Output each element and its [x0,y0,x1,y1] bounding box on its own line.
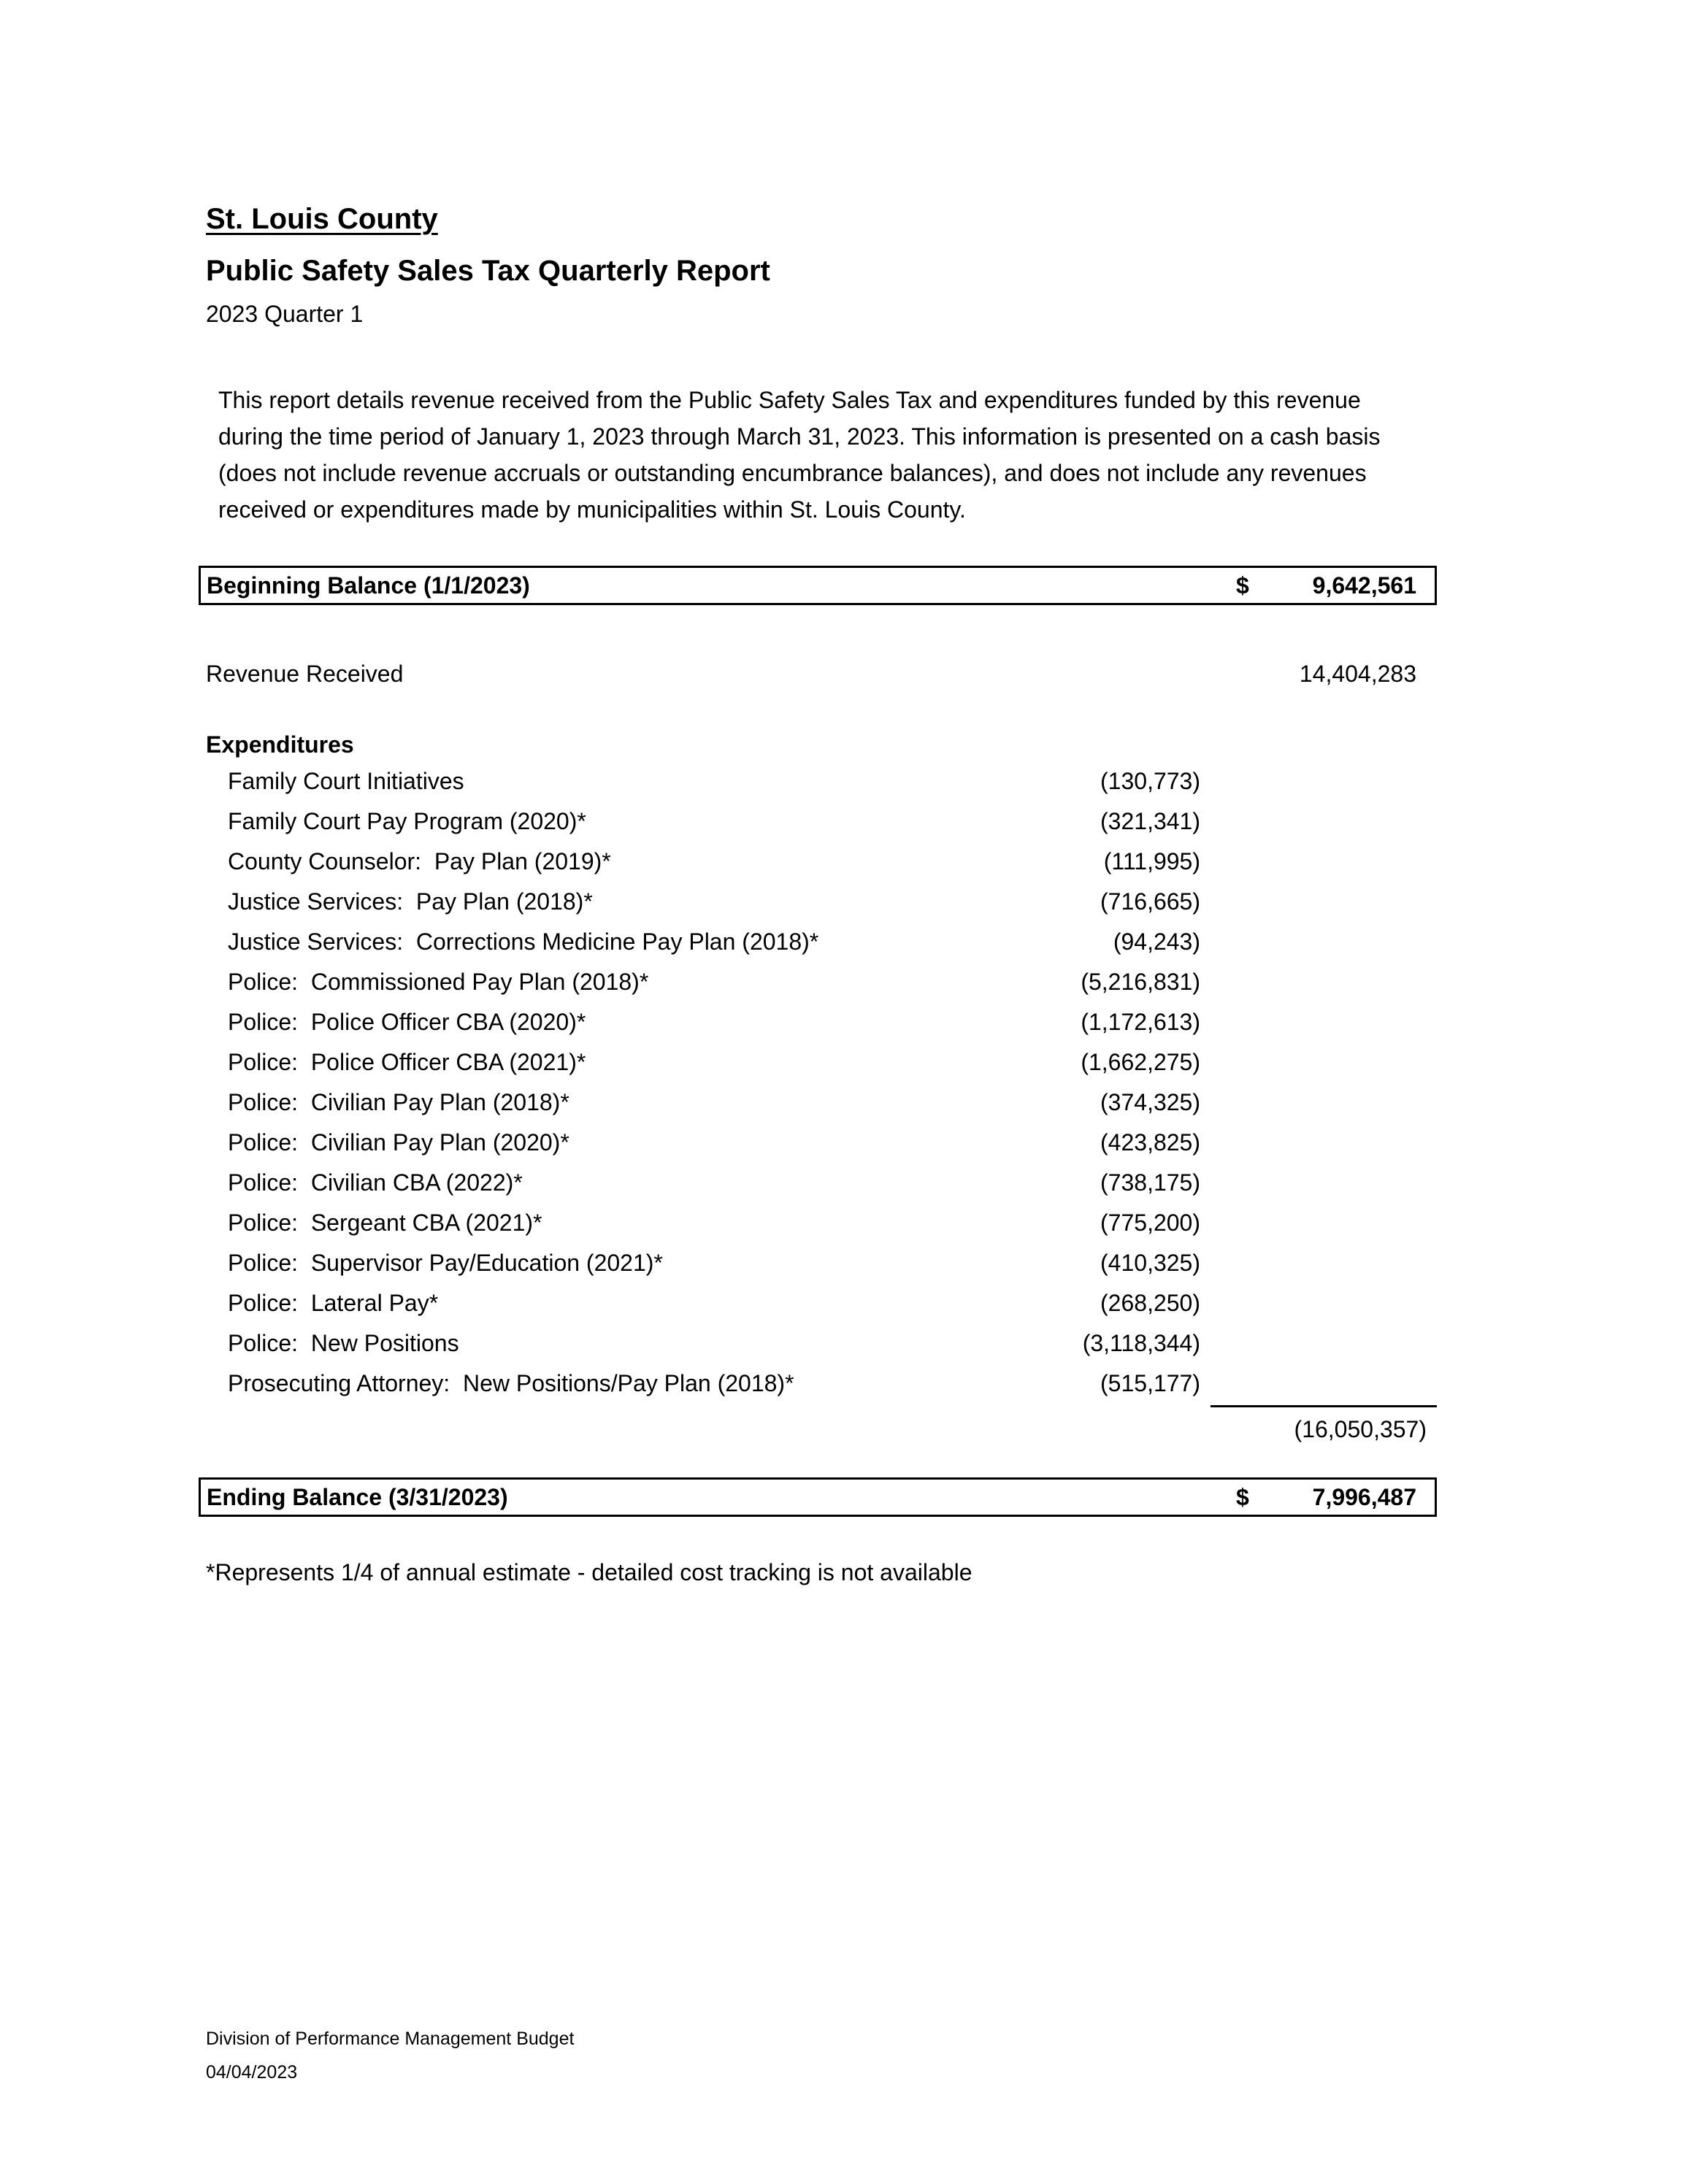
expenditure-label: Family Court Pay Program (2020)* [228,808,586,834]
expenditure-label: Police: Lateral Pay* [228,1290,439,1316]
expenditure-row [206,842,1200,882]
expenditure-row [206,801,1200,842]
expenditure-label: Police: New Positions [228,1330,459,1356]
expenditure-row [206,1364,1200,1404]
expenditure-row [206,761,1200,801]
expenditure-label: Police: Commissioned Pay Plan (2018)* [228,969,649,995]
ending-balance-amount: 7,996,487 [1312,1483,1416,1510]
expenditure-row [206,882,1200,922]
expenditure-label: Police: Civilian Pay Plan (2018)* [228,1089,569,1115]
expenditure-row [206,1283,1200,1323]
expenditure-row [206,1323,1200,1364]
expenditure-row [206,962,1200,1002]
expenditure-label: Police: Supervisor Pay/Education (2021)* [228,1250,663,1276]
expenditure-amount: (321,341) [1100,808,1200,834]
expenditure-amount: (111,995) [1103,848,1200,874]
expenditure-amount: (268,250) [1100,1290,1200,1316]
expenditure-amount: (423,825) [1100,1129,1200,1156]
expenditure-label: Family Court Initiatives [228,768,464,794]
expenditure-amount: (130,773) [1100,768,1200,794]
expenditure-amount: (94,243) [1113,928,1200,955]
expenditure-row [206,1203,1200,1243]
expenditure-label: Justice Services: Pay Plan (2018)* [228,888,593,915]
expenditure-amount: (1,172,613) [1081,1009,1200,1035]
expenditure-amount: (1,662,275) [1081,1049,1200,1075]
expenditure-row [206,1083,1200,1123]
expenditures-total-amount: (16,050,357) [1211,1405,1437,1445]
page-title: St. Louis County [206,203,438,235]
expenditure-list [206,761,1437,1404]
ending-balance-label: Ending Balance (3/31/2023) [207,1483,508,1510]
ending-balance-row [199,1477,1437,1517]
expenditure-label: Police: Police Officer CBA (2020)* [228,1009,586,1035]
expenditure-label: Police: Police Officer CBA (2021)* [228,1049,586,1075]
expenditure-amount: (374,325) [1100,1089,1200,1115]
expenditure-label: Prosecuting Attorney: New Positions/Pay Plan (2018)* [228,1370,794,1396]
expenditure-amount: (738,175) [1100,1169,1200,1196]
footer-date: 04/04/2023 [206,2062,298,2083]
expenditure-amount: (515,177) [1100,1370,1200,1396]
page-footer [206,2022,574,2089]
expenditure-label: County Counselor: Pay Plan (2019)* [228,848,611,874]
beginning-balance-amount: 9,642,561 [1312,572,1416,599]
report-period: 2023 Quarter 1 [206,301,364,327]
expenditure-row [206,1042,1200,1083]
expenditure-label: Police: Civilian Pay Plan (2020)* [228,1129,569,1156]
expenditure-amount: (716,665) [1100,888,1200,915]
footer-division: Division of Performance Management Budget [206,2029,575,2049]
beginning-balance-currency: $ [1236,572,1249,599]
expenditures-total-row [206,1405,1437,1445]
expenditure-row [206,1123,1200,1163]
beginning-balance-label: Beginning Balance (1/1/2023) [207,572,530,599]
expenditure-label: Police: Civilian CBA (2022)* [228,1169,523,1196]
expenditure-amount: (5,216,831) [1081,969,1200,995]
expenditure-row [206,1163,1200,1203]
expenditure-row [206,1002,1200,1042]
expenditures-heading: Expenditures [206,731,354,758]
revenue-received-amount: 14,404,283 [1299,661,1416,687]
beginning-balance-row [199,566,1437,605]
expenditure-label: Justice Services: Corrections Medicine Pay Plan (2018)* [228,928,819,955]
intro-paragraph: This report details revenue received from the Public Safety Sales Tax and expenditures funded by this revenue during the time period of January 1, 2023 through March 31, 2023. This information is presented on a cash basis (does not include revenue accruals or outstanding encumbrance balances), and does not include any revenues received or expenditures made by municipalities within St. Louis County. [218,387,1381,523]
expenditure-amount: (775,200) [1100,1210,1200,1236]
expenditure-row [206,1243,1200,1283]
expenditure-amount: (3,118,344) [1082,1330,1200,1356]
ending-balance-currency: $ [1236,1483,1249,1510]
footnote: *Represents 1/4 of annual estimate - detailed cost tracking is not available [206,1559,972,1585]
revenue-received-row [206,661,1416,688]
expenditure-label: Police: Sergeant CBA (2021)* [228,1210,542,1236]
page-subtitle: Public Safety Sales Tax Quarterly Report [206,255,770,287]
expenditure-amount: (410,325) [1100,1250,1200,1276]
expenditure-row [206,922,1200,962]
revenue-received-label: Revenue Received [206,661,404,687]
